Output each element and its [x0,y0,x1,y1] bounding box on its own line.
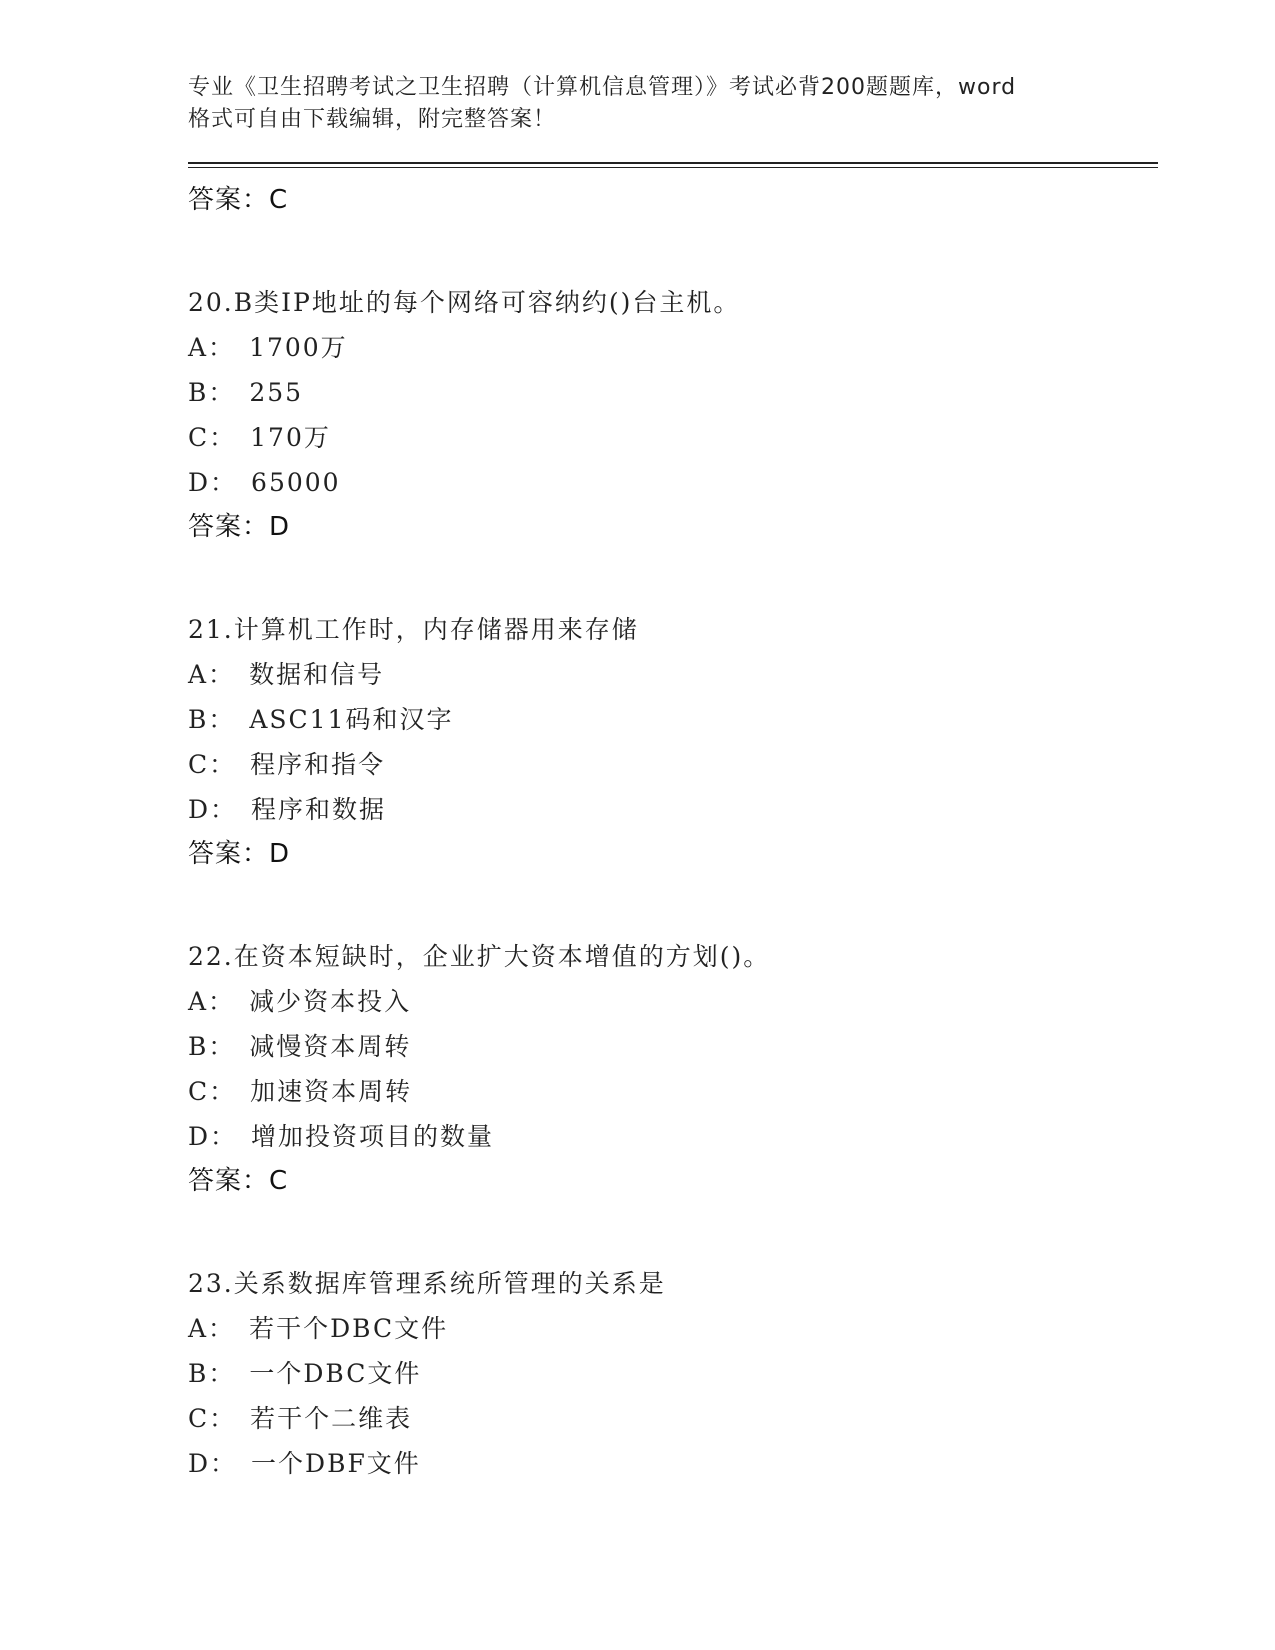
option-letter: B： [188,378,236,407]
question-23 [188,1261,1158,1486]
option-a [188,325,1158,370]
option-b [188,370,1158,415]
option-c [188,1069,1158,1114]
option-letter: A： [188,987,236,1016]
option-letter: A： [188,660,236,689]
question-21 [188,607,1158,876]
question-stem: 22.在资本短缺时，企业扩大资本增值的方划()。 [188,942,771,971]
option-letter: B： [188,705,236,734]
option-b [188,1351,1158,1396]
option-letter: C： [188,750,237,779]
answer: 答案：D [188,512,291,542]
previous-question-answer: 答案：C [188,185,289,215]
question-22 [188,934,1158,1203]
option-d [188,460,1158,505]
option-letter: D： [188,795,238,824]
option-letter: B： [188,1032,236,1061]
option-text: 65000 [251,468,341,497]
document-page [188,72,1158,1486]
option-b [188,697,1158,742]
option-letter: A： [188,1314,236,1343]
answer: 答案：C [188,1166,289,1196]
option-text: 程序和指令 [250,750,386,779]
option-c [188,742,1158,787]
option-letter: C： [188,423,237,452]
doc-header-line-2: 格式可自由下载编辑，附完整答案！ [188,107,557,132]
option-text: ASC11码和汉字 [249,705,454,734]
option-a [188,652,1158,697]
option-text: 255 [249,378,304,407]
question-stem: 23.关系数据库管理系统所管理的关系是 [188,1269,666,1298]
option-text: 程序和数据 [251,795,387,824]
option-a [188,979,1158,1024]
option-text: 增加投资项目的数量 [251,1122,495,1151]
option-d [188,1114,1158,1159]
option-letter: D： [188,1122,238,1151]
option-a [188,1306,1158,1351]
option-text: 数据和信号 [249,660,385,689]
option-d [188,787,1158,832]
header-divider [188,162,1158,168]
option-letter: A： [188,333,236,362]
option-text: 减慢资本周转 [249,1032,412,1061]
doc-header-line-1: 专业《卫生招聘考试之卫生招聘（计算机信息管理）》考试必背200题题库，word [188,75,1017,100]
option-letter: C： [188,1077,237,1106]
option-text: 170万 [250,423,331,452]
answer: 答案：D [188,839,291,869]
option-text: 若干个二维表 [250,1404,413,1433]
option-letter: D： [188,468,238,497]
question-stem: 21.计算机工作时，内存储器用来存储 [188,615,639,644]
option-text: 减少资本投入 [249,987,412,1016]
option-text: 若干个DBC文件 [249,1314,449,1343]
question-20 [188,280,1158,549]
option-c [188,415,1158,460]
question-stem: 20.B类IP地址的每个网络可容纳约()台主机。 [188,288,741,317]
option-c [188,1396,1158,1441]
option-letter: B： [188,1359,236,1388]
option-d [188,1441,1158,1486]
option-letter: D： [188,1449,238,1478]
option-text: 1700万 [249,333,348,362]
option-text: 一个DBF文件 [251,1449,421,1478]
option-text: 一个DBC文件 [249,1359,422,1388]
option-text: 加速资本周转 [250,1077,413,1106]
option-letter: C： [188,1404,237,1433]
option-b [188,1024,1158,1069]
